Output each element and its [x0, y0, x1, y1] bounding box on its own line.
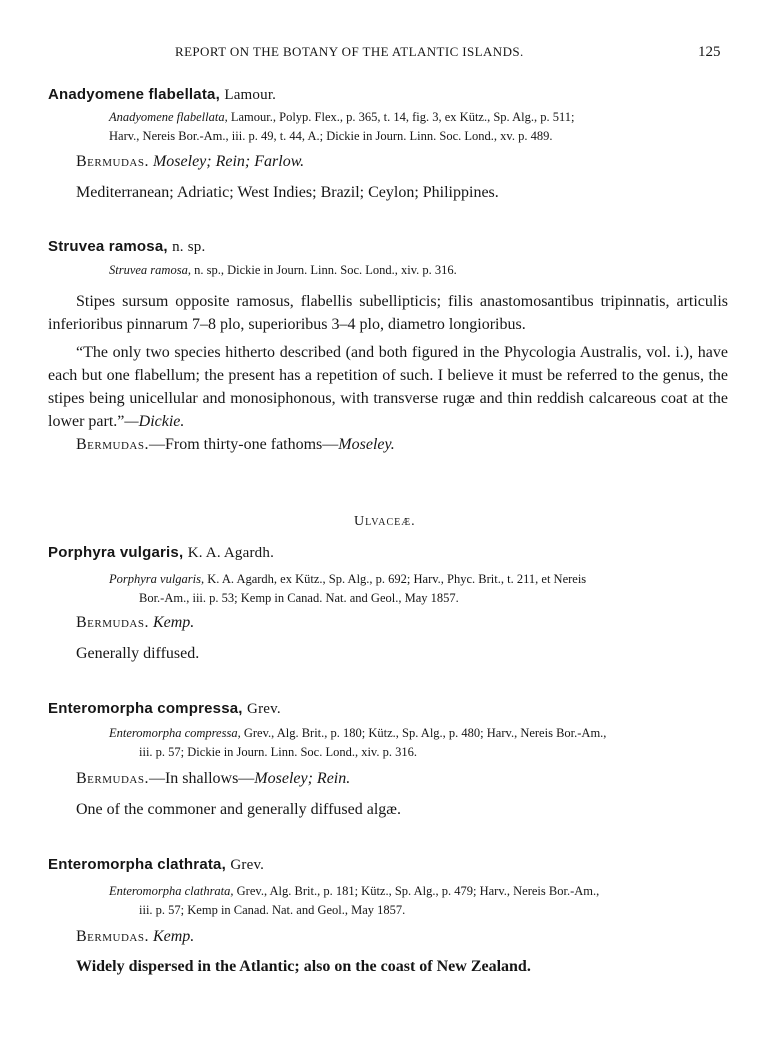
locality-label: Bermudas.: [76, 436, 149, 453]
species-name: Anadyomene flabellata,: [48, 86, 220, 103]
species-references: [109, 261, 732, 280]
reference-text: K. A. Agardh, ex Kütz., Sp. Alg., p. 692; Harv., Phyc. Brit., t. 211, et Nereis: [207, 572, 587, 586]
species-heading: [48, 700, 281, 718]
locality-line: [76, 928, 194, 946]
quote-attribution: —Dickie.: [124, 413, 185, 430]
locality-detail: —In shallows—: [148, 770, 255, 787]
species-name: Enteromorpha clathrata,: [48, 856, 226, 873]
species-authority: n. sp.: [172, 239, 206, 255]
species-references: [109, 724, 732, 762]
locality-label: Bermudas.: [76, 928, 149, 945]
species-name: Struvea ramosa,: [48, 238, 168, 255]
locality-line: [76, 770, 350, 788]
species-heading: [48, 856, 264, 874]
reference-line: [109, 882, 732, 901]
locality-label: Bermudas.: [76, 153, 149, 170]
species-references: [109, 108, 732, 146]
locality-collectors: Kemp.: [152, 928, 195, 945]
distribution-text: Mediterranean; Adriatic; West Indies; Brazil; Ceylon; Philippines.: [76, 184, 499, 201]
species-heading: [48, 544, 274, 562]
distribution-text: Widely dispersed in the Atlantic; also on the coast of New Zealand.: [76, 958, 531, 975]
reference-line: iii. p. 57; Dickie in Journ. Linn. Soc. Lond., xiv. p. 316.: [139, 745, 417, 759]
reference-taxon: Enteromorpha compressa,: [109, 726, 241, 740]
quote-text: “The only two species hitherto described (and both figured in the Phycologia Australis, vol. i.), have each but one flabellum; the present has a repetition of such. I believe it must be referred to the genus, the stipes being unicellular and monosiphonous, with transverse rugæ and thin reddish calcareous coat at the lower part.”: [48, 344, 728, 430]
species-heading: [48, 86, 276, 104]
species-references: [109, 570, 732, 608]
locality-line: [76, 153, 304, 171]
locality-line: [76, 436, 395, 454]
reference-line: Bor.-Am., iii. p. 53; Kemp in Canad. Nat. and Geol., May 1857.: [139, 591, 459, 605]
locality-detail: —From thirty-one fathoms—: [148, 436, 339, 453]
locality-collectors: Moseley; Rein.: [254, 770, 351, 787]
locality-collectors: Moseley; Rein; Farlow.: [152, 153, 305, 170]
distribution-text: Generally diffused.: [76, 645, 200, 662]
family-heading: Ulvaceæ.: [354, 514, 416, 529]
species-authority: Lamour.: [224, 87, 277, 103]
quoted-description: [48, 341, 728, 433]
species-heading: [48, 238, 205, 256]
species-name: Enteromorpha compressa,: [48, 700, 243, 717]
species-references: [109, 882, 732, 920]
species-authority: Grev.: [247, 701, 281, 717]
reference-text: n. sp., Dickie in Journ. Linn. Soc. Lond., xiv. p. 316.: [194, 263, 457, 277]
reference-line: [109, 570, 732, 589]
reference-text: Lamour., Polyp. Flex., p. 365, t. 14, fig. 3, ex Kütz., Sp. Alg., p. 511;: [230, 110, 575, 124]
reference-line: [109, 261, 732, 280]
species-authority: Grev.: [230, 857, 265, 873]
reference-line: [109, 108, 732, 127]
locality-label: Bermudas.: [76, 614, 149, 631]
reference-text: Grev., Alg. Brit., p. 180; Kütz., Sp. Alg., p. 480; Harv., Nereis Bor.-Am.,: [243, 726, 607, 740]
reference-taxon: Struvea ramosa,: [109, 263, 191, 277]
species-name: Porphyra vulgaris,: [48, 544, 184, 561]
running-title: REPORT ON THE BOTANY OF THE ATLANTIC ISLANDS.: [175, 44, 524, 59]
reference-taxon: Anadyomene flabellata,: [109, 110, 228, 124]
reference-taxon: Enteromorpha clathrata,: [109, 884, 234, 898]
locality-collectors: Moseley.: [338, 436, 395, 453]
locality-line: [76, 614, 194, 632]
species-authority: K. A. Agardh.: [187, 545, 275, 561]
reference-text: Grev., Alg. Brit., p. 181; Kütz., Sp. Alg., p. 479; Harv., Nereis Bor.-Am.,: [236, 884, 600, 898]
reference-line: iii. p. 57; Kemp in Canad. Nat. and Geol., May 1857.: [139, 903, 406, 917]
latin-description: Stipes sursum opposite ramosus, flabellis subellipticis; filis anastomosantibus tripinnatis, articulis inferioribus pinnarum 7–8 plo, superioribus 3–4 plo, diametro longioribus.: [48, 293, 728, 333]
locality-label: Bermudas.: [76, 770, 149, 787]
locality-collectors: Kemp.: [152, 614, 195, 631]
page-number: 125: [698, 44, 721, 60]
reference-line: [109, 724, 732, 743]
reference-line: Harv., Nereis Bor.-Am., iii. p. 49, t. 44, A.; Dickie in Journ. Linn. Soc. Lond., xv. p. 489.: [109, 129, 553, 143]
distribution-text: One of the commoner and generally diffused algæ.: [76, 801, 401, 818]
reference-taxon: Porphyra vulgaris,: [109, 572, 205, 586]
